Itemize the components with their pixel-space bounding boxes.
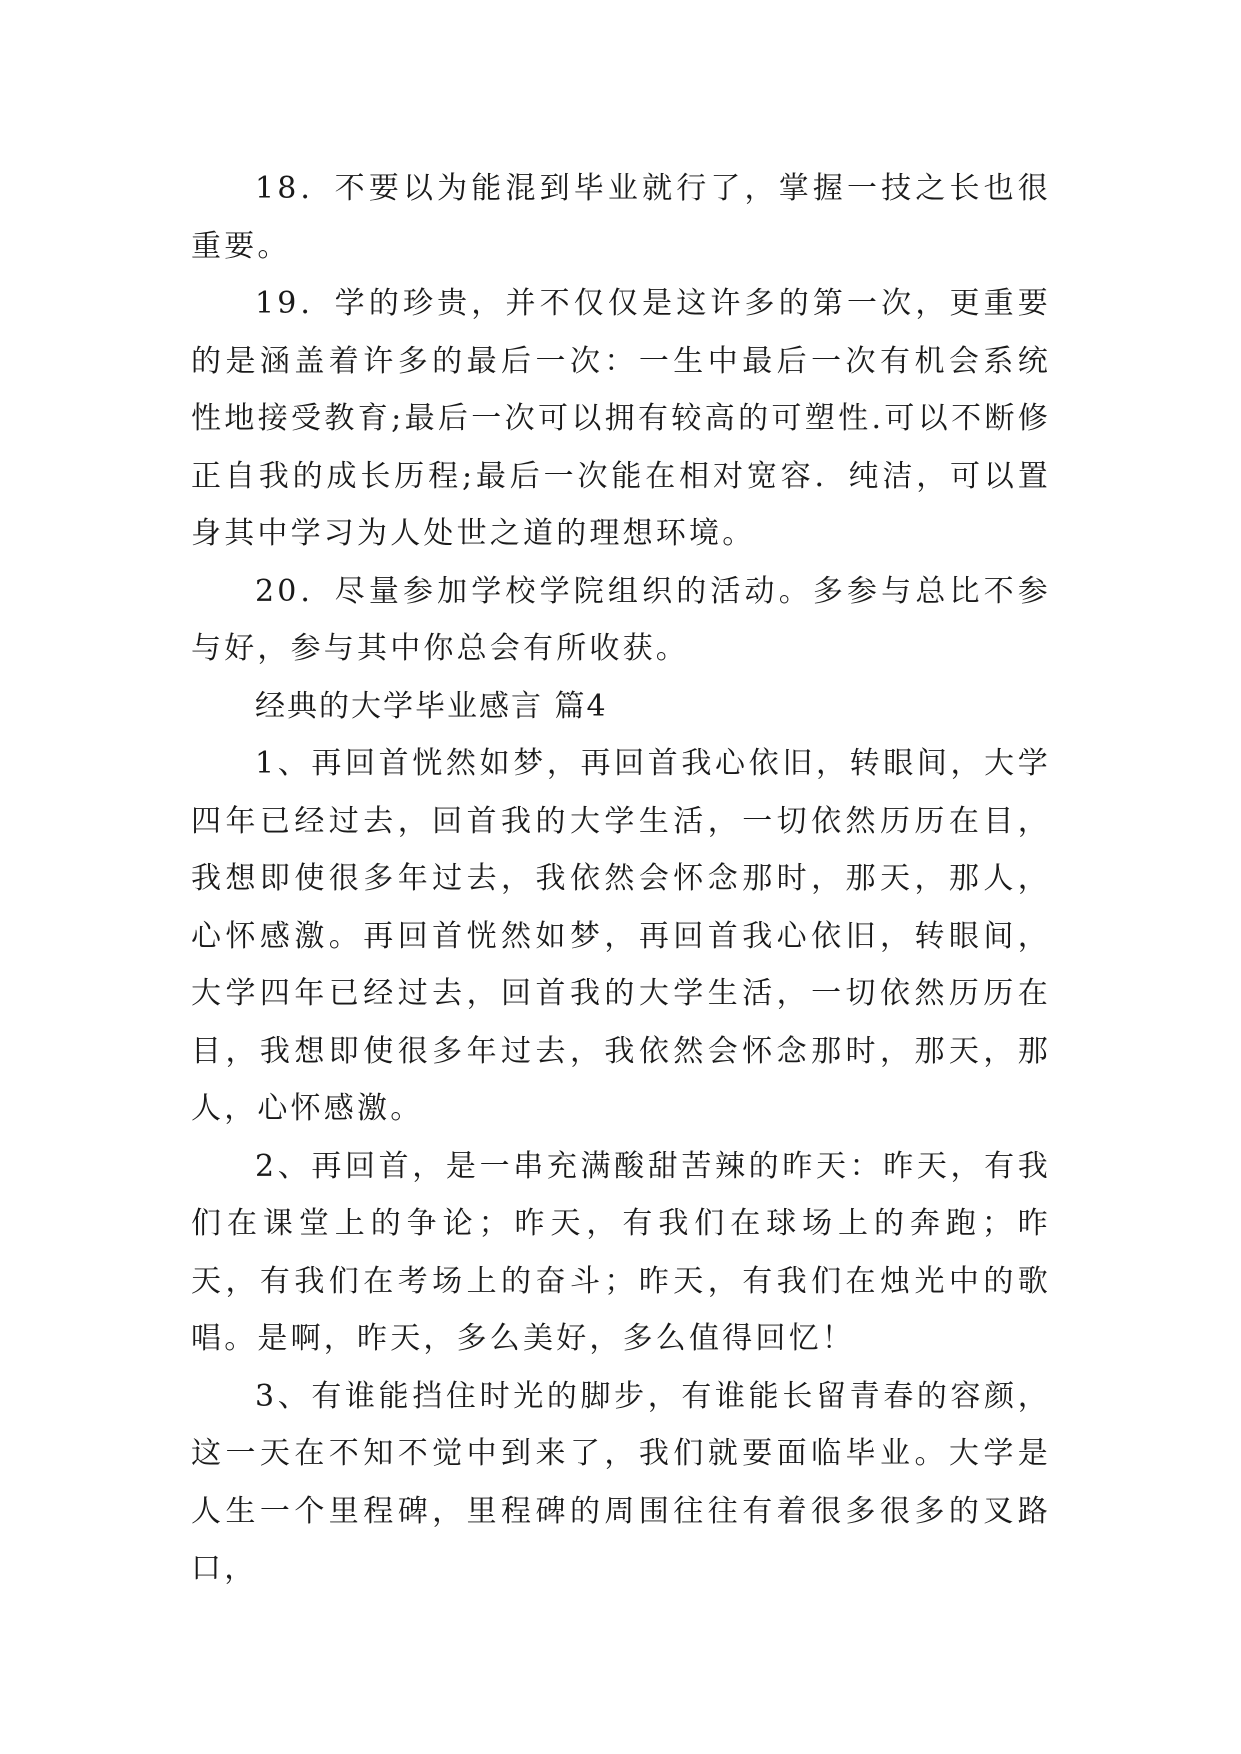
paragraph-item-1: 1、再回首恍然如梦，再回首我心依旧，转眼间，大学四年已经过去，回首我的大学生活，一切依然历历在目，我想即使很多年过去，我依然会怀念那时，那天，那人，心怀感激。再回首恍然如梦，再回首我心依旧，转眼间，大学四年已经过去，回首我的大学生活，一切依然历历在目，我想即使很多年过去，我依然会怀念那时，那天，那人，心怀感激。 xyxy=(191,746,1051,1126)
paragraph-item-20: 20．尽量参加学校学院组织的活动。多参与总比不参与好，参与其中你总会有所收获。 xyxy=(191,573,1051,666)
paragraph-item-2: 2、再回首，是一串充满酸甜苦辣的昨天：昨天，有我们在课堂上的争论；昨天，有我们在球场上的奔跑；昨天，有我们在考场上的奋斗；昨天，有我们在烛光中的歌唱。是啊，昨天，多么美好，多么值得回忆！ xyxy=(191,1148,1051,1356)
paragraph-item-18: 18．不要以为能混到毕业就行了，掌握一技之长也很重要。 xyxy=(191,171,1051,264)
paragraph-item-19: 19．学的珍贵，并不仅仅是这许多的第一次，更重要的是涵盖着许多的最后一次：一生中最后一次有机会系统性地接受教育;最后一次可以拥有较高的可塑性.可以不断修正自我的成长历程;最后一次能在相对宽容．纯洁，可以置身其中学习为人处世之道的理想环境。 xyxy=(191,286,1051,551)
document-page xyxy=(191,160,1051,1598)
section-heading: 经典的大学毕业感言 篇4 xyxy=(255,688,608,724)
paragraph-item-3: 3、有谁能挡住时光的脚步，有谁能长留青春的容颜，这一天在不知不觉中到来了，我们就要面临毕业。大学是人生一个里程碑，里程碑的周围往往有着很多很多的叉路口， xyxy=(191,1378,1051,1586)
